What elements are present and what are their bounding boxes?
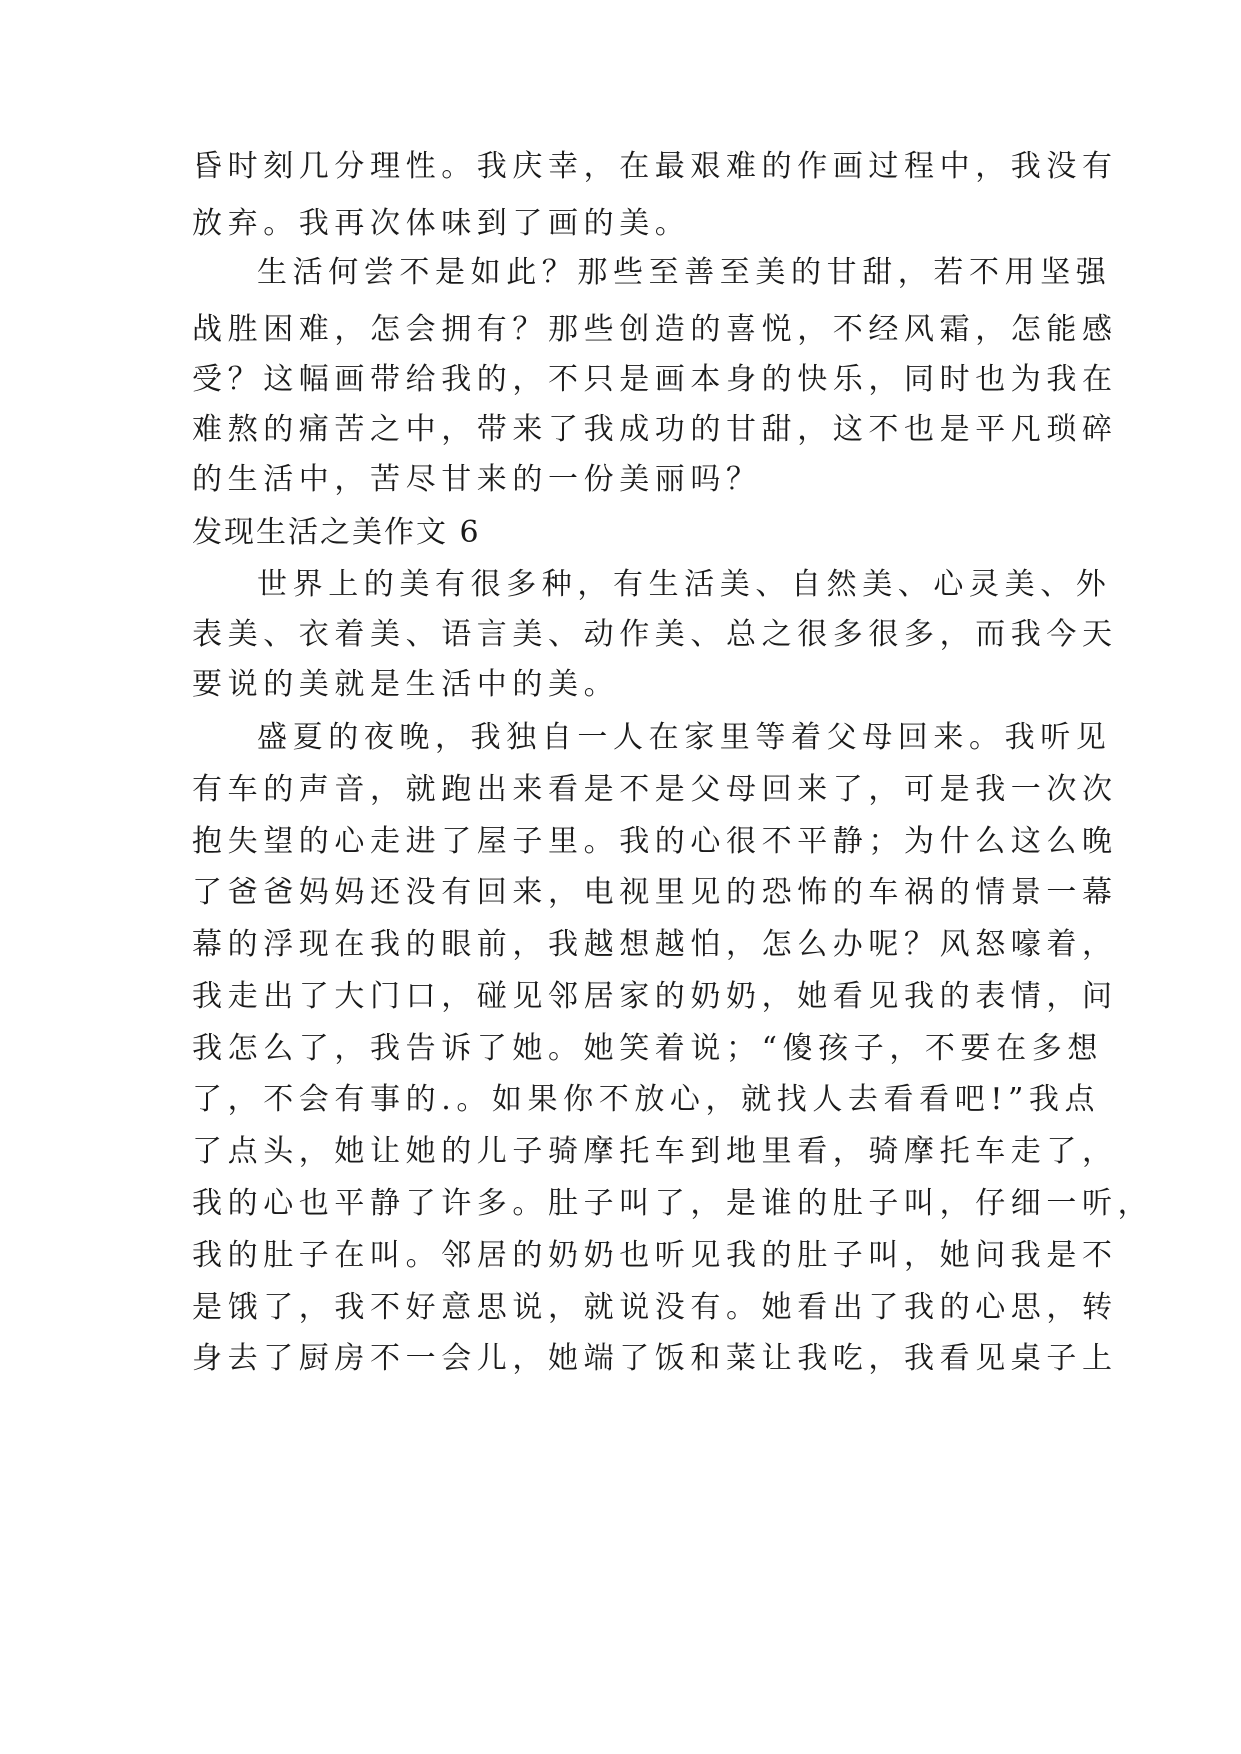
paragraph-line: 我的心也平静了许多。肚子叫了，是谁的肚子叫，仔细一听， (192, 1186, 1154, 1221)
paragraph-line: 了，不会有事的.。如果你不放心，就找人去看看吧!”我点 (192, 1082, 1101, 1117)
paragraph-line: 幕的浮现在我的眼前，我越想越怕，怎么办呢？风怒嚎着， (192, 927, 1118, 962)
paragraph-line: 昏时刻几分理性。我庆幸，在最艰难的作画过程中，我没有 (192, 149, 1118, 184)
paragraph-line: 世界上的美有很多种，有生活美、自然美、心灵美、外 (257, 567, 1112, 602)
paragraph-line: 战胜困难，怎会拥有？那些创造的喜悦，不经风霜，怎能感 (192, 312, 1118, 347)
paragraph-line: 受？这幅画带给我的，不只是画本身的快乐，同时也为我在 (192, 362, 1118, 397)
paragraph-line: 要说的美就是生活中的美。 (192, 667, 620, 702)
paragraph-line: 有车的声音，就跑出来看是不是父母回来了，可是我一次次 (192, 772, 1118, 807)
paragraph-line: 我的肚子在叫。邻居的奶奶也听见我的肚子叫，她问我是不 (192, 1238, 1118, 1273)
paragraph-line: 我怎么了，我告诉了她。她笑着说；“傻孩子，不要在多想 (192, 1031, 1103, 1066)
paragraph-line: 了爸爸妈妈还没有回来，电视里见的恐怖的车祸的情景一幕 (192, 875, 1118, 910)
paragraph-line: 难熬的痛苦之中，带来了我成功的甘甜，这不也是平凡琐碎 (192, 412, 1118, 447)
paragraph-line: 我走出了大门口，碰见邻居家的奶奶，她看见我的表情，问 (192, 979, 1118, 1014)
paragraph-line: 表美、衣着美、语言美、动作美、总之很多很多，而我今天 (192, 617, 1118, 652)
paragraph-line: 了点头，她让她的儿子骑摩托车到地里看，骑摩托车走了， (192, 1134, 1118, 1169)
section-heading: 发现生活之美作文 6 (192, 515, 481, 550)
paragraph-line: 放弃。我再次体味到了画的美。 (192, 206, 691, 241)
paragraph-line: 盛夏的夜晚，我独自一人在家里等着父母回来。我听见 (257, 720, 1112, 755)
paragraph-line: 是饿了，我不好意思说，就说没有。她看出了我的心思，转 (192, 1290, 1118, 1325)
paragraph-line: 的生活中，苦尽甘来的一份美丽吗？ (192, 462, 762, 497)
paragraph-line: 生活何尝不是如此？那些至善至美的甘甜，若不用坚强 (257, 255, 1112, 290)
paragraph-line: 身去了厨房不一会儿，她端了饭和菜让我吃，我看见桌子上 (192, 1341, 1118, 1376)
paragraph-line: 抱失望的心走进了屋子里。我的心很不平静；为什么这么晚 (192, 824, 1118, 859)
